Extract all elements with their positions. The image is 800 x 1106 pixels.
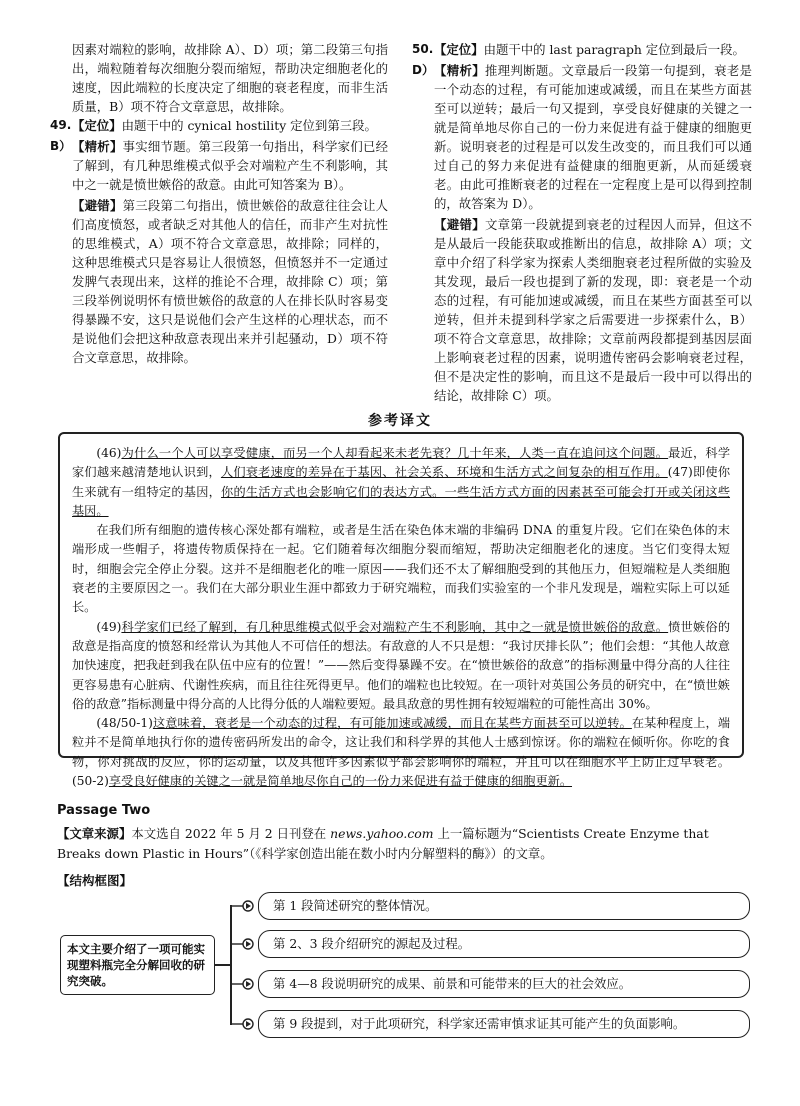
translation-title: 参考译文	[368, 413, 432, 429]
underlined-sentence: 人们衰老速度的差异在于基因、社会关系、环境和生活方式之间复杂的相互作用。	[220, 465, 668, 480]
sentence-marker: (49)	[96, 619, 122, 634]
avoid-text: 第三段第二句指出，愤世嫉俗的敌意往往会让人们高度愤怒，或者缺乏对其他人的信任，而非产生对抗性的思维模式，A）项不符合文章意思，故排除；同样的，这种思维模式只是容易让人很愤怒，但愤怒并不一定通过发脾气表现出来，这样的推论不合理，故排除 C）项；第三段举例说明怀有愤世嫉俗的敌意的人在排长队时容易变得暴躁不安，这只是说他们会产生这样的心理状态，而不是说他们会把这种敌意表现出来并引起骚动，D）项不符合文章意思，故排除。	[72, 198, 389, 365]
avoid-50	[412, 215, 752, 405]
answer-letter: D）	[412, 63, 434, 77]
underlined-sentence: 这意味着，衰老是一个动态的过程，有可能加速或减缓，而且在某些方面甚至可以逆转。	[152, 716, 632, 731]
sentence-marker: (46)	[96, 446, 122, 460]
structure-node-3: 第 4—8 段说明研究的成果、前景和可能带来的巨大的社会效应。	[258, 970, 750, 998]
analysis-50	[412, 61, 752, 213]
structure-tag: 【结构框图】	[57, 873, 133, 888]
analysis-tag: 【精析】	[434, 63, 485, 78]
structure-node-4: 第 9 段提到，对于此项研究，科学家还需审慎求证其可能产生的负面影响。	[258, 1010, 750, 1038]
structure-center-box: 本文主要介绍了一项可能实现塑料瓶完全分解回收的研究突破。	[60, 935, 215, 995]
sentence: 在某种程度上，端粒并不是简单地执行你的遗传密码所发出的命令，这让我们和科学界的其他人士感到惊讶。你的端粒在倾听你。你吃的食物，你对挑战的反应，你的运动量，以及其他许多因素似乎都会影响你的端粒，并且可以在细胞水平上防止过早衰老。	[72, 716, 731, 769]
sentence: 愤世嫉俗的敌意是指高度的愤怒和经常认为其他人不可信任的想法。有敌意的人不只是想：“我讨厌排长队”；他们会想：“其他人故意加快速度，把我赶到我在队伍中应有的位置！”——然后变得暴躁不安。在“愤世嫉俗的敌意”的指标测量中得分高的人往往更容易患有心脏病、代谢性疾病，而且往往死得更早。他们的端粒也比较短。在一项针对英国公务员的研究中，在“愤世嫉俗的敌意”指标测量中得分高的人比得分低的人端粒要短。最具敌意的男性拥有较短端粒的可能性高出 30%。	[72, 619, 731, 711]
translation-paragraph-3	[72, 618, 730, 714]
bracket-stub	[215, 964, 231, 966]
underlined-sentence: 科学家们已经了解到，有几种思维模式似乎会对端粒产生不利影响，其中之一就是愤世嫉俗的敌意。	[121, 619, 669, 634]
sentence-marker: (48/50-1)	[96, 716, 153, 731]
question-49	[50, 116, 388, 135]
locate-tag: 【定位】	[72, 118, 122, 133]
avoid-49	[50, 196, 388, 367]
translation-paragraph-4	[72, 714, 730, 791]
structure-node-1: 第 1 段简述研究的整体情况。	[258, 892, 750, 920]
source-site: news.yahoo.com	[330, 826, 434, 841]
translation-paragraph-2: 在我们所有细胞的遗传核心深处都有端粒，或者是生活在染色体末端的非编码 DNA 的重复片段。它们在染色体的末端形成一些帽子，将遗传物质保持在一起。它们随着每次细胞分裂而缩短，帮助决定细胞老化的速度。当它们变得太短时，细胞会完全停止分裂。这并不是细胞老化的唯一原因——我们还不太了解细胞受到的其他压力，但短端粒是人类细胞衰老的主要原因之一。我们在大部分职业生涯中都致力于研究端粒，而我们实验室的一个非凡发现是，端粒实际上可以延长。	[72, 523, 730, 615]
underlined-sentence: 你的生活方式也会影响它们的表达方式。一些生活方式方面的因素甚至可能会打开或关闭这些基因。	[72, 484, 731, 518]
arrow-icon	[230, 977, 256, 991]
underlined-sentence: 为什么一个人可以享受健康，而另一个人却看起来未老先衰？几十年来，人类一直在追问这个问题。	[121, 446, 669, 460]
source-text: 本文选自 2022 年 5 月 2 日刊登在	[131, 826, 331, 841]
locate-tag: 【定位】	[434, 42, 484, 57]
arrow-icon	[230, 1017, 256, 1031]
sentence: 最近，科学家们越来越清楚地认识到，	[72, 446, 731, 480]
analysis-text: 事实细节题。第三段第一句指出，科学家们已经了解到，有几种思维模式似乎会对端粒产生不利影响，其中之一就是愤世嫉俗的敌意。由此可知答案为 B）。	[72, 139, 389, 192]
source-tag: 【文章来源】	[57, 826, 132, 841]
sentence: (47)即使你生来就有一组特定的基因，	[72, 465, 731, 499]
translation-box	[58, 432, 744, 789]
answer-letter: B）	[50, 139, 72, 153]
analysis-tag: 【精析】	[72, 139, 123, 154]
arrow-icon	[230, 937, 256, 951]
analysis-49	[50, 137, 388, 194]
question-50	[412, 40, 752, 59]
structure-node-2: 第 2、3 段介绍研究的源起及过程。	[258, 930, 750, 958]
translation-paragraph-1	[72, 444, 730, 521]
avoid-text: 文章第一段就提到衰老的过程因人而异，但这不是从最后一段能获取或推断出的信息，故排除 A）项；文章中介绍了科学家为探索人类细胞衰老过程所做的实验及其发现，最后一段也提到了新的发现，即：衰老是一个动态的过程，有可能加速或减缓，而且在某些方面甚至可以逆转，但并未提到科学家之后需要进一步探索什么，B）项不符合文章意思，故排除；文章前两段都提到基因层面上影响衰老过程的因素，说明遗传密码会影响衰老过程，但不是决定性的影响，而且这不是最后一段中可以得出的结论，故排除 C）项。	[434, 217, 753, 403]
locate-text: 由题干中的 last paragraph 定位到最后一段。	[483, 42, 745, 57]
q48-continuation	[50, 40, 388, 116]
source-text-2: 上一篇标题为“Scientists Create Enzyme that Breaks down Plastic in Hours”（《科学家创造出能在数小时内分解塑料的酶》）的文章。	[57, 826, 709, 861]
question-number: 49.	[50, 118, 72, 132]
question-number: 50.	[412, 42, 434, 56]
article-source	[57, 824, 747, 864]
sentence-marker: (50-2)	[72, 774, 109, 789]
q48-continuation-text: 因素对端粒的影响，故排除 A）、D）项；第二段第三句指出，端粒随着每次细胞分裂而缩短，帮助决定细胞老化的速度，因此端粒的长度决定了细胞的衰老程度，而非生活质量，B）项不符合文章意思，故排除。	[72, 42, 388, 114]
arrow-icon	[230, 899, 256, 913]
underlined-sentence: 享受良好健康的关键之一就是简单地尽你自己的一份力来促进有益于健康的细胞更新。	[108, 774, 573, 789]
avoid-tag: 【避错】	[72, 198, 123, 213]
left-column	[50, 40, 388, 367]
right-column	[412, 40, 752, 405]
analysis-text: 推理判断题。文章最后一段第一句提到，衰老是一个动态的过程，有可能加速或减缓，而且在某些方面甚至可以逆转；最后一句又提到，享受良好健康的关键之一就是简单地尽你自己的一份力来促进有益于健康的细胞更新。说明衰老的过程是可以发生改变的，而且我们可以通过自己的努力来促进有益健康的细胞更新，从而延缓衰老。由此可推断衰老的过程在一定程度上是可以得到控制的，故答案为 D）。	[434, 63, 753, 211]
avoid-tag: 【避错】	[434, 217, 485, 232]
locate-text: 由题干中的 cynical hostility 定位到第三段。	[121, 118, 377, 133]
passage-two-title: Passage Two	[57, 803, 151, 818]
